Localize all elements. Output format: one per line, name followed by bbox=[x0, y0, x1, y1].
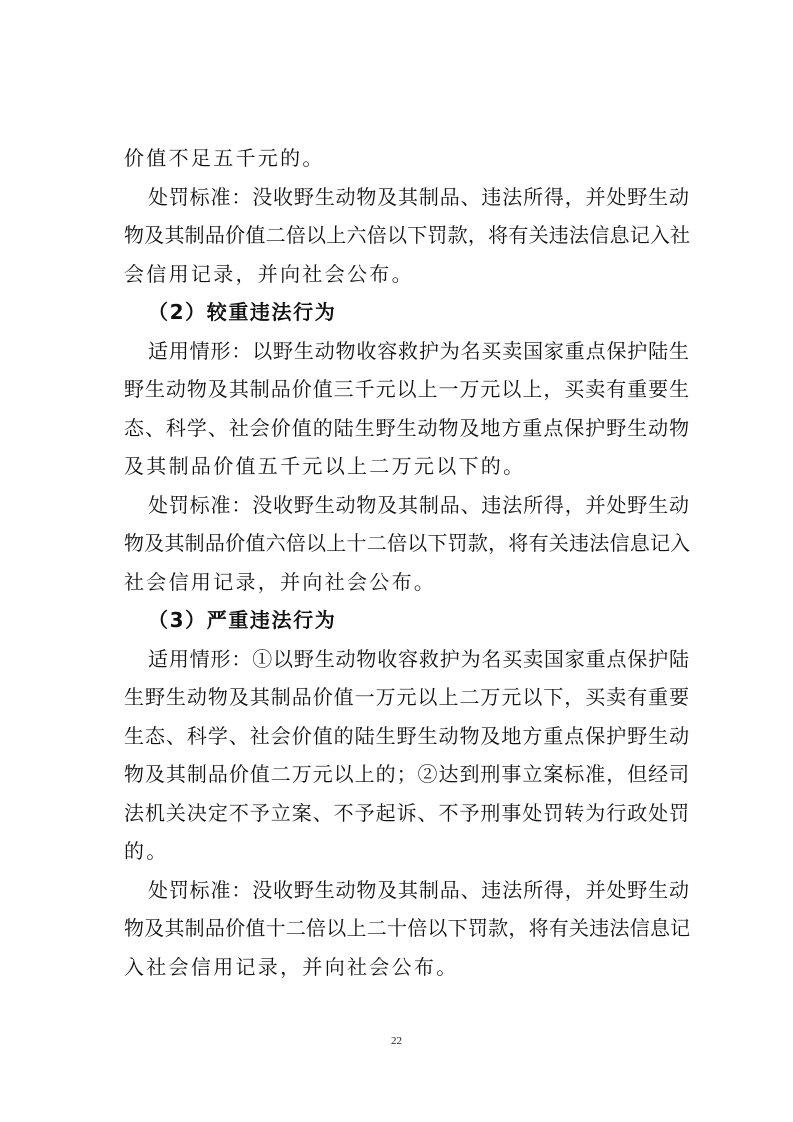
applicable-situation-3-line-5: 法机关决定不予立案、不予起诉、不予刑事处罚转为行政处罚 bbox=[124, 801, 691, 825]
applicable-situation-2-line-1: 适用情形：以野生动物收容救护为名买卖国家重点保护陆生 bbox=[148, 339, 690, 363]
applicable-situation-2-line-3: 态、科学、社会价值的陆生野生动物及地方重点保护野生动物 bbox=[124, 416, 691, 440]
penalty-standard-1-line-1: 处罚标准：没收野生动物及其制品、违法所得，并处野生动 bbox=[148, 185, 690, 209]
penalty-standard-3-line-3: 入社会信用记录，并向社会公布。 bbox=[124, 955, 459, 979]
applicable-situation-3-line-6: 的。 bbox=[124, 839, 169, 863]
penalty-standard-1-line-2: 物及其制品价值二倍以上六倍以下罚款，将有关违法信息记入社 bbox=[124, 223, 691, 247]
penalty-standard-1-line-3: 会信用记录，并向社会公布。 bbox=[124, 262, 414, 286]
applicable-situation-3-line-2: 生野生动物及其制品价值一万元以上二万元以下，买卖有重要 bbox=[124, 685, 691, 709]
applicable-situation-3-line-4: 物及其制品价值二万元以上的；②达到刑事立案标准，但经司 bbox=[124, 762, 691, 786]
penalty-standard-2-line-2: 物及其制品价值六倍以上十二倍以下罚款，将有关违法信息记入 bbox=[124, 531, 691, 555]
applicable-situation-3-line-3: 生态、科学、社会价值的陆生野生动物及地方重点保护野生动 bbox=[124, 724, 691, 748]
heading-severe-violation: （3）严重违法行为 bbox=[148, 608, 337, 632]
paragraph-1-line-1: 价值不足五千元的。 bbox=[124, 146, 325, 170]
page-number: 22 bbox=[391, 1035, 402, 1047]
penalty-standard-3-line-1: 处罚标准：没收野生动物及其制品、违法所得，并处野生动 bbox=[148, 878, 690, 902]
applicable-situation-2-line-4: 及其制品价值五千元以上二万元以下的。 bbox=[124, 454, 526, 478]
applicable-situation-2-line-2: 野生动物及其制品价值三千元以上一万元以上，买卖有重要生 bbox=[124, 377, 691, 401]
applicable-situation-3-line-1: 适用情形：①以野生动物收容救护为名买卖国家重点保护陆 bbox=[148, 647, 690, 671]
penalty-standard-3-line-2: 物及其制品价值十二倍以上二十倍以下罚款，将有关违法信息记 bbox=[124, 916, 691, 940]
penalty-standard-2-line-1: 处罚标准：没收野生动物及其制品、违法所得，并处野生动 bbox=[148, 493, 690, 517]
penalty-standard-2-line-3: 社会信用记录，并向社会公布。 bbox=[124, 570, 437, 594]
heading-serious-violation: （2）较重违法行为 bbox=[148, 300, 337, 324]
